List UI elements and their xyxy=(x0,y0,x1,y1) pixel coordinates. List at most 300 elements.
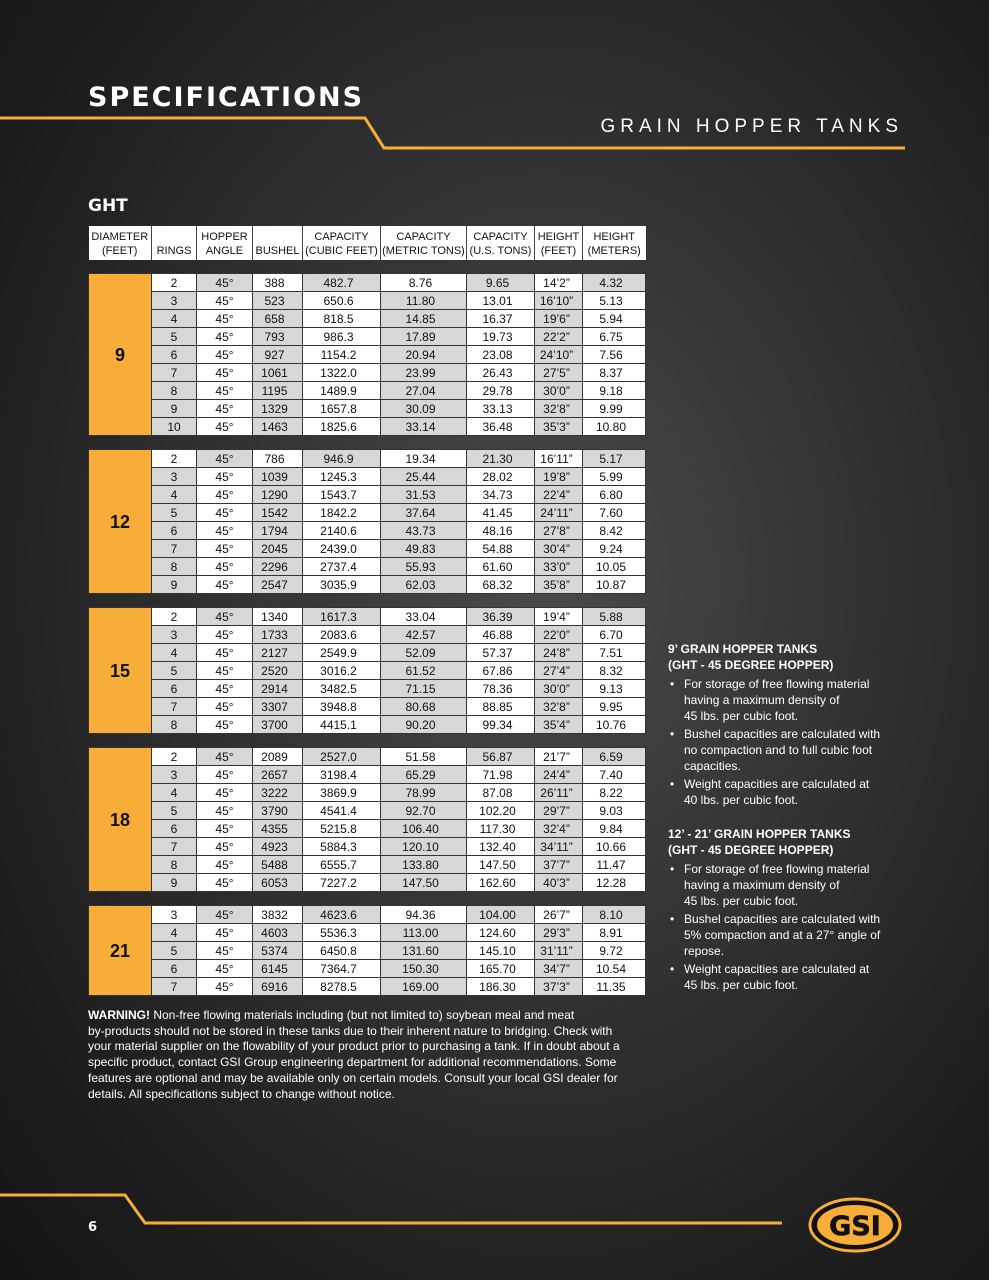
table-cell: 3222 xyxy=(253,784,303,802)
table-cell: 45° xyxy=(197,716,253,734)
column-header-line2: (CUBIC FEET) xyxy=(305,245,378,257)
table-cell: 22’4” xyxy=(535,486,583,504)
table-cell: 57.37 xyxy=(467,644,535,662)
table-cell: 4355 xyxy=(253,820,303,838)
warning-line: by-products should not be stored in these tanks due to their inherent nature to bridging. Check with xyxy=(88,1023,613,1038)
table-cell: 21.30 xyxy=(467,450,535,468)
table-cell: 4541.4 xyxy=(303,802,381,820)
column-header xyxy=(197,226,253,260)
table-cell: 7364.7 xyxy=(303,960,381,978)
table-cell: 49.83 xyxy=(381,540,467,558)
diameter-cell: 12 xyxy=(89,450,152,594)
table-cell: 4 xyxy=(152,644,197,662)
table-cell: 8.10 xyxy=(583,906,646,924)
table-cell: 169.00 xyxy=(381,978,467,996)
notes-panel xyxy=(668,641,908,1011)
table-cell: 8.22 xyxy=(583,784,646,802)
table-cell: 37’3” xyxy=(535,978,583,996)
notes-bullet-line: Weight capacities are calculated at xyxy=(684,962,870,976)
table-cell: 16’10” xyxy=(535,292,583,310)
table-cell: 19’4” xyxy=(535,608,583,626)
column-header xyxy=(152,226,197,260)
notes-bullet-line: repose. xyxy=(684,944,725,958)
table-cell: 5488 xyxy=(253,856,303,874)
group-spacer xyxy=(89,892,646,906)
table-cell: 1322.0 xyxy=(303,364,381,382)
warning-line: Non-free flowing materials including (but not limited to) soybean meal and meat xyxy=(150,1008,575,1022)
table-cell: 99.34 xyxy=(467,716,535,734)
notes-heading-line: 12’ - 21’ GRAIN HOPPER TANKS xyxy=(668,827,851,841)
notes-bullet-line: Bushel capacities are calculated with xyxy=(684,912,881,926)
table-cell: 104.00 xyxy=(467,906,535,924)
table-row xyxy=(89,856,646,874)
table-cell: 1794 xyxy=(253,522,303,540)
table-cell: 2520 xyxy=(253,662,303,680)
table-cell: 4 xyxy=(152,784,197,802)
table-cell: 3 xyxy=(152,766,197,784)
table-cell: 45° xyxy=(197,364,253,382)
table-cell: 34’7” xyxy=(535,960,583,978)
table-header-row xyxy=(89,226,646,260)
table-row xyxy=(89,802,646,820)
table-cell: 45° xyxy=(197,504,253,522)
table-cell: 37’7” xyxy=(535,856,583,874)
table-cell: 124.60 xyxy=(467,924,535,942)
table-cell: 10 xyxy=(152,418,197,436)
table-cell: 14’2” xyxy=(535,274,583,292)
table-cell: 986.3 xyxy=(303,328,381,346)
table-row xyxy=(89,540,646,558)
table-cell: 9.24 xyxy=(583,540,646,558)
warning-text xyxy=(88,1008,648,1102)
notes-bullet-line: Bushel capacities are calculated with xyxy=(684,727,881,741)
table-cell: 102.20 xyxy=(467,802,535,820)
column-header-line2: (FEET) xyxy=(540,245,577,257)
table-cell: 3 xyxy=(152,626,197,644)
table-cell: 11.47 xyxy=(583,856,646,874)
notes-heading xyxy=(668,826,908,858)
table-cell: 10.05 xyxy=(583,558,646,576)
table-cell: 11.35 xyxy=(583,978,646,996)
table-cell: 45° xyxy=(197,802,253,820)
table-cell: 33’0” xyxy=(535,558,583,576)
table-cell: 7.56 xyxy=(583,346,646,364)
table-cell: 27’4” xyxy=(535,662,583,680)
column-header xyxy=(467,226,535,260)
table-cell: 2 xyxy=(152,450,197,468)
table-cell: 45° xyxy=(197,450,253,468)
table-cell: 5 xyxy=(152,942,197,960)
table-cell: 8 xyxy=(152,716,197,734)
table-row xyxy=(89,558,646,576)
page-title: SPECIFICATIONS xyxy=(88,82,365,113)
table-cell: 9.65 xyxy=(467,274,535,292)
notes-heading xyxy=(668,641,908,673)
group-spacer xyxy=(89,594,646,608)
table-cell: 3869.9 xyxy=(303,784,381,802)
notes-bullet xyxy=(684,776,908,808)
table-cell: 106.40 xyxy=(381,820,467,838)
table-cell: 45° xyxy=(197,608,253,626)
table-row xyxy=(89,382,646,400)
table-cell: 42.57 xyxy=(381,626,467,644)
table-cell: 186.30 xyxy=(467,978,535,996)
table-cell: 7 xyxy=(152,978,197,996)
table-cell: 29’3” xyxy=(535,924,583,942)
column-header xyxy=(583,226,646,260)
table-cell: 6145 xyxy=(253,960,303,978)
table-row xyxy=(89,820,646,838)
notes-list xyxy=(668,676,908,808)
table-cell: 133.80 xyxy=(381,856,467,874)
table-cell: 1061 xyxy=(253,364,303,382)
table-cell: 71.98 xyxy=(467,766,535,784)
table-row xyxy=(89,450,646,468)
table-cell: 29.78 xyxy=(467,382,535,400)
table-cell: 19.34 xyxy=(381,450,467,468)
table-cell: 52.09 xyxy=(381,644,467,662)
column-header-line1: CAPACITY xyxy=(473,231,528,243)
table-cell: 62.03 xyxy=(381,576,467,594)
table-cell: 45° xyxy=(197,698,253,716)
column-header-line2: (U.S. TONS) xyxy=(469,245,532,257)
table-row xyxy=(89,418,646,436)
table-cell: 3 xyxy=(152,468,197,486)
table-cell: 33.04 xyxy=(381,608,467,626)
group-spacer xyxy=(89,436,646,450)
table-cell: 45° xyxy=(197,924,253,942)
table-cell: 2045 xyxy=(253,540,303,558)
table-cell: 2527.0 xyxy=(303,748,381,766)
table-cell: 5884.3 xyxy=(303,838,381,856)
table-cell: 147.50 xyxy=(381,874,467,892)
table-row xyxy=(89,522,646,540)
table-row xyxy=(89,716,646,734)
column-header-line1: HOPPER xyxy=(201,231,248,243)
table-cell: 4415.1 xyxy=(303,716,381,734)
table-cell: 24’8” xyxy=(535,644,583,662)
warning-line: your material supplier on the flowability of your product prior to purchasing a tank. If in doubt about a xyxy=(88,1039,620,1054)
table-cell: 8 xyxy=(152,856,197,874)
table-cell: 8.32 xyxy=(583,662,646,680)
table-cell: 40’3” xyxy=(535,874,583,892)
notes-heading-line: 9’ GRAIN HOPPER TANKS xyxy=(668,642,818,656)
table-cell: 3016.2 xyxy=(303,662,381,680)
table-cell: 45° xyxy=(197,960,253,978)
table-cell: 45° xyxy=(197,558,253,576)
column-header xyxy=(89,226,152,260)
table-row xyxy=(89,626,646,644)
table-cell: 51.58 xyxy=(381,748,467,766)
table-cell: 45° xyxy=(197,644,253,662)
table-row xyxy=(89,504,646,522)
table-cell: 5.13 xyxy=(583,292,646,310)
table-cell: 7 xyxy=(152,364,197,382)
table-cell: 150.30 xyxy=(381,960,467,978)
table-cell: 120.10 xyxy=(381,838,467,856)
table-cell: 32’4” xyxy=(535,820,583,838)
table-cell: 1825.6 xyxy=(303,418,381,436)
warning-line: details. All specifications subject to change without notice. xyxy=(88,1086,395,1101)
table-cell: 3832 xyxy=(253,906,303,924)
table-cell: 650.6 xyxy=(303,292,381,310)
table-cell: 6 xyxy=(152,346,197,364)
table-cell: 2127 xyxy=(253,644,303,662)
diameter-cell: 18 xyxy=(89,748,152,892)
table-row xyxy=(89,608,646,626)
table-cell: 45° xyxy=(197,328,253,346)
spacer-cell xyxy=(89,594,646,608)
table-cell: 30’0” xyxy=(535,680,583,698)
specifications-table xyxy=(88,226,646,996)
table-cell: 21’7” xyxy=(535,748,583,766)
table-cell: 61.60 xyxy=(467,558,535,576)
diameter-cell: 9 xyxy=(89,274,152,436)
notes-bullet-line: 45 lbs. per cubic foot. xyxy=(684,894,799,908)
table-cell: 2549.9 xyxy=(303,644,381,662)
column-header xyxy=(381,226,467,260)
notes-bullet-line: 40 lbs. per cubic foot. xyxy=(684,793,799,807)
table-cell: 1489.9 xyxy=(303,382,381,400)
table-cell: 45° xyxy=(197,310,253,328)
table-row xyxy=(89,766,646,784)
table-row xyxy=(89,680,646,698)
table-row xyxy=(89,400,646,418)
table-cell: 5.94 xyxy=(583,310,646,328)
table-cell: 56.87 xyxy=(467,748,535,766)
table-cell: 5.88 xyxy=(583,608,646,626)
table-cell: 45° xyxy=(197,540,253,558)
notes-bullet xyxy=(684,961,908,993)
table-row xyxy=(89,364,646,382)
table-cell: 7 xyxy=(152,698,197,716)
table-cell: 6 xyxy=(152,820,197,838)
table-cell: 6 xyxy=(152,960,197,978)
table-cell: 8.42 xyxy=(583,522,646,540)
gsi-logo xyxy=(808,1197,902,1253)
table-cell: 45° xyxy=(197,838,253,856)
table-cell: 34.73 xyxy=(467,486,535,504)
table-cell: 5 xyxy=(152,802,197,820)
table-cell: 3700 xyxy=(253,716,303,734)
table-cell: 22’2” xyxy=(535,328,583,346)
table-cell: 65.29 xyxy=(381,766,467,784)
table-cell: 5 xyxy=(152,328,197,346)
notes-bullet-line: having a maximum density of xyxy=(684,693,840,707)
table-cell: 2296 xyxy=(253,558,303,576)
table-cell: 9.84 xyxy=(583,820,646,838)
table-row xyxy=(89,328,646,346)
table-cell: 45° xyxy=(197,856,253,874)
table-cell: 11.80 xyxy=(381,292,467,310)
table-cell: 14.85 xyxy=(381,310,467,328)
table-cell: 32’8” xyxy=(535,400,583,418)
table-cell: 29’7” xyxy=(535,802,583,820)
table-cell: 26.43 xyxy=(467,364,535,382)
table-row xyxy=(89,662,646,680)
table-cell: 162.60 xyxy=(467,874,535,892)
table-cell: 2 xyxy=(152,608,197,626)
table-cell: 1657.8 xyxy=(303,400,381,418)
table-cell: 3307 xyxy=(253,698,303,716)
table-cell: 482.7 xyxy=(303,274,381,292)
table-cell: 26’11” xyxy=(535,784,583,802)
table-cell: 6 xyxy=(152,680,197,698)
table-cell: 3482.5 xyxy=(303,680,381,698)
table-cell: 36.48 xyxy=(467,418,535,436)
table-cell: 818.5 xyxy=(303,310,381,328)
table-cell: 45° xyxy=(197,978,253,996)
table-cell: 4 xyxy=(152,310,197,328)
table-cell: 45° xyxy=(197,942,253,960)
table-cell: 19.73 xyxy=(467,328,535,346)
column-header xyxy=(253,226,303,260)
table-cell: 9.99 xyxy=(583,400,646,418)
table-cell: 2 xyxy=(152,748,197,766)
table-cell: 88.85 xyxy=(467,698,535,716)
notes-bullet-line: no compaction and to full cubic foot xyxy=(684,743,873,757)
table-cell: 2914 xyxy=(253,680,303,698)
table-cell: 793 xyxy=(253,328,303,346)
table-cell: 45° xyxy=(197,874,253,892)
table-cell: 8.76 xyxy=(381,274,467,292)
table-row xyxy=(89,644,646,662)
notes-bullet xyxy=(684,911,908,959)
table-cell: 3 xyxy=(152,292,197,310)
column-header xyxy=(303,226,381,260)
table-cell: 9.13 xyxy=(583,680,646,698)
table-cell: 25.44 xyxy=(381,468,467,486)
table-cell: 45° xyxy=(197,748,253,766)
table-cell: 1733 xyxy=(253,626,303,644)
table-cell: 1154.2 xyxy=(303,346,381,364)
table-cell: 45° xyxy=(197,468,253,486)
table-cell: 45° xyxy=(197,576,253,594)
table-cell: 6.80 xyxy=(583,486,646,504)
table-cell: 4.32 xyxy=(583,274,646,292)
table-cell: 1542 xyxy=(253,504,303,522)
table-cell: 45° xyxy=(197,784,253,802)
table-cell: 6053 xyxy=(253,874,303,892)
table-cell: 16.37 xyxy=(467,310,535,328)
warning-label: WARNING! xyxy=(88,1008,150,1022)
table-cell: 9.72 xyxy=(583,942,646,960)
table-row xyxy=(89,960,646,978)
table-cell: 26’7” xyxy=(535,906,583,924)
table-cell: 45° xyxy=(197,400,253,418)
table-cell: 27.04 xyxy=(381,382,467,400)
table-row xyxy=(89,748,646,766)
section-label: GHT xyxy=(88,196,128,216)
table-cell: 35’3” xyxy=(535,418,583,436)
table-cell: 16’11” xyxy=(535,450,583,468)
table-cell: 145.10 xyxy=(467,942,535,960)
spacer-cell xyxy=(89,436,646,450)
table-cell: 4 xyxy=(152,486,197,504)
table-cell: 2547 xyxy=(253,576,303,594)
spacer-cell xyxy=(89,260,646,274)
logo-wordmark: GSI xyxy=(829,1211,881,1242)
table-cell: 10.66 xyxy=(583,838,646,856)
column-header xyxy=(535,226,583,260)
table-cell: 7.60 xyxy=(583,504,646,522)
table-cell: 8 xyxy=(152,382,197,400)
column-header-line2: (FEET) xyxy=(102,245,138,257)
table-cell: 36.39 xyxy=(467,608,535,626)
table-cell: 5215.8 xyxy=(303,820,381,838)
table-cell: 2140.6 xyxy=(303,522,381,540)
table-cell: 45° xyxy=(197,820,253,838)
table-cell: 2439.0 xyxy=(303,540,381,558)
table-cell: 5374 xyxy=(253,942,303,960)
column-header-line1: CAPACITY xyxy=(396,231,451,243)
table-cell: 45° xyxy=(197,346,253,364)
table-cell: 34’11” xyxy=(535,838,583,856)
diameter-cell: 15 xyxy=(89,608,152,734)
table-cell: 22’0” xyxy=(535,626,583,644)
table-cell: 24’4” xyxy=(535,766,583,784)
table-cell: 37.64 xyxy=(381,504,467,522)
table-cell: 9 xyxy=(152,576,197,594)
column-header-line2: BUSHEL xyxy=(255,245,300,257)
table-cell: 61.52 xyxy=(381,662,467,680)
table-cell: 68.32 xyxy=(467,576,535,594)
table-cell: 2083.6 xyxy=(303,626,381,644)
table-cell: 8278.5 xyxy=(303,978,381,996)
table-cell: 45° xyxy=(197,292,253,310)
table-cell: 19’6” xyxy=(535,310,583,328)
table-cell: 1340 xyxy=(253,608,303,626)
warning-line: features are optional and may be available only on certain models. Consult your local GSI dealer for xyxy=(88,1070,618,1085)
notes-group xyxy=(668,826,908,993)
table-cell: 117.30 xyxy=(467,820,535,838)
spacer-cell xyxy=(89,734,646,748)
notes-bullet-line: Weight capacities are calculated at xyxy=(684,777,870,791)
table-cell: 1195 xyxy=(253,382,303,400)
notes-bullet xyxy=(684,676,908,724)
table-cell: 24’10” xyxy=(535,346,583,364)
table-cell: 31.53 xyxy=(381,486,467,504)
table-cell: 946.9 xyxy=(303,450,381,468)
table-cell: 388 xyxy=(253,274,303,292)
table-cell: 20.94 xyxy=(381,346,467,364)
table-cell: 46.88 xyxy=(467,626,535,644)
table-cell: 7 xyxy=(152,838,197,856)
table-row xyxy=(89,784,646,802)
table-cell: 17.89 xyxy=(381,328,467,346)
table-body xyxy=(89,260,646,996)
table-cell: 1329 xyxy=(253,400,303,418)
group-spacer xyxy=(89,734,646,748)
table-cell: 2 xyxy=(152,274,197,292)
table-cell: 5.17 xyxy=(583,450,646,468)
table-cell: 1617.3 xyxy=(303,608,381,626)
table-cell: 45° xyxy=(197,486,253,504)
table-row xyxy=(89,942,646,960)
notes-bullet-line: 45 lbs. per cubic foot. xyxy=(684,978,799,992)
column-header-line2: (METRIC TONS) xyxy=(382,245,465,257)
table-cell: 5 xyxy=(152,662,197,680)
column-header-line2: RINGS xyxy=(156,245,192,257)
table-cell: 55.93 xyxy=(381,558,467,576)
notes-bullet-line: having a maximum density of xyxy=(684,878,840,892)
table-cell: 9 xyxy=(152,400,197,418)
table-cell: 6.75 xyxy=(583,328,646,346)
notes-bullet-line: 5% compaction and at a 27° angle of xyxy=(684,928,881,942)
table-cell: 6.70 xyxy=(583,626,646,644)
table-cell: 7.51 xyxy=(583,644,646,662)
table-cell: 5 xyxy=(152,504,197,522)
